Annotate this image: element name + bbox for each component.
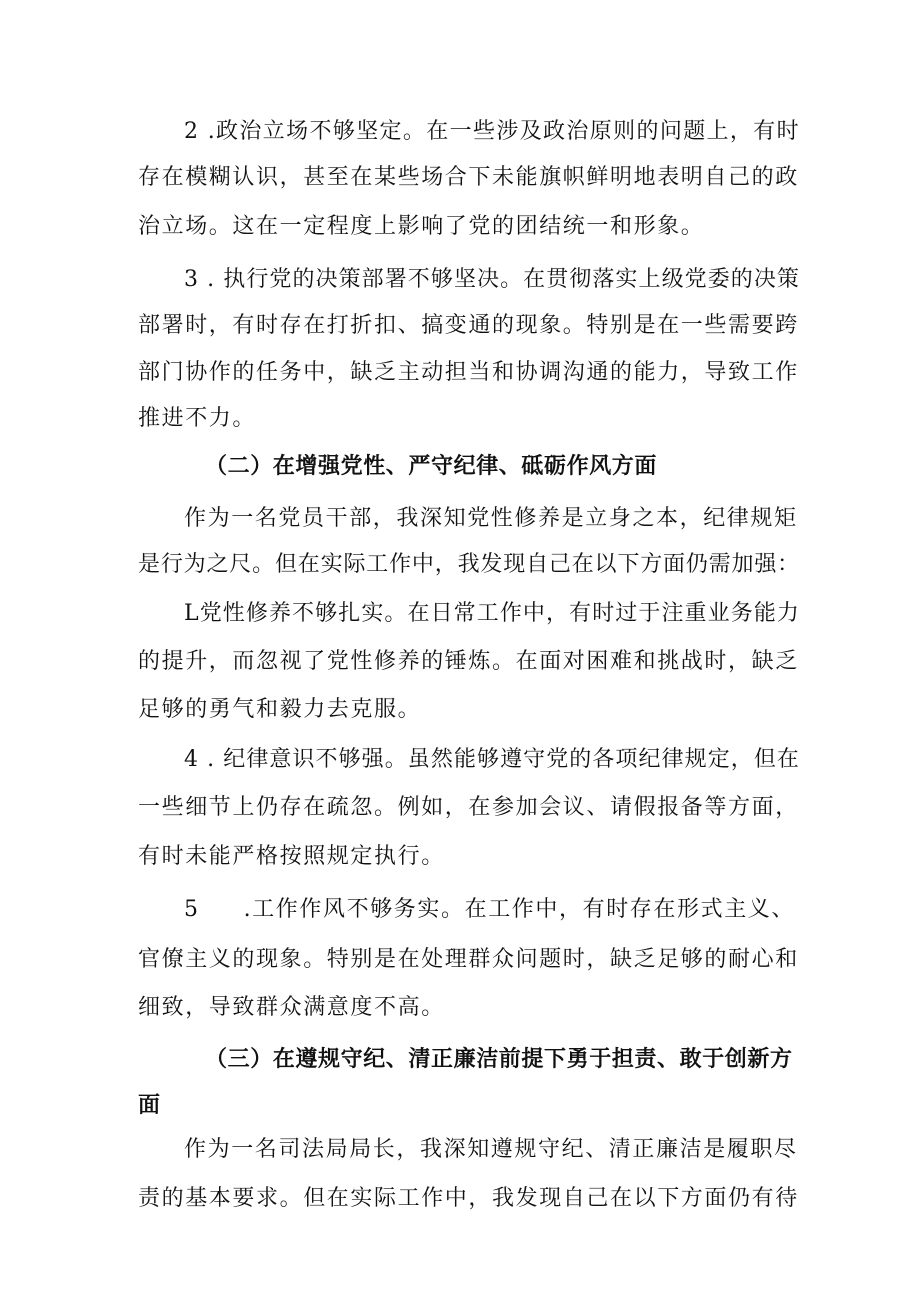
- paragraph-line-3: 治立场。这在一定程度上影响了党的团结统一和形象。: [138, 214, 705, 239]
- section-heading-3: （三）在遵规守纪、清正廉洁前提下勇于担责、敢于创新方: [205, 1047, 793, 1072]
- paragraph-line-13: 4 . 纪律意识不够强。虽然能够遵守党的各项纪律规定，但在: [184, 747, 800, 772]
- paragraph-line-4: 3 . 执行党的决策部署不够坚决。在贯彻落实上级党委的决策: [184, 267, 800, 292]
- section-heading-2: （二）在增强党性、严守纪律、砥砺作风方面: [205, 454, 658, 479]
- paragraph-line-19: 作为一名司法局局长，我深知遵规守纪、清正廉洁是履职尽: [184, 1137, 798, 1162]
- paragraph-line-15: 有时未能严格按照规定执行。: [138, 844, 445, 869]
- paragraph-line-12: 足够的勇气和毅力去克服。: [138, 697, 422, 722]
- paragraph-line-7: 推进不力。: [138, 406, 257, 431]
- paragraph-line-20: 责的基本要求。但在实际工作中，我发现自己在以下方面仍有待: [138, 1186, 799, 1211]
- paragraph-line-8: 作为一名党员干部，我深知党性修养是立身之本，纪律规矩: [184, 506, 798, 531]
- paragraph-line-18: 细致，导致群众满意度不高。: [138, 995, 445, 1020]
- paragraph-line-16: [184, 895, 795, 925]
- list-item-text: .工作作风不够务实。在工作中，有时存在形式主义、: [243, 897, 796, 922]
- paragraph-line-2: 存在模糊认识，甚至在某些场合下未能旗帜鲜明地表明自己的政: [138, 165, 799, 190]
- section-heading-3-cont: 面: [138, 1093, 161, 1118]
- paragraph-line-5: 部署时，有时存在打折扣、搞变通的现象。特别是在一些需要跨: [138, 313, 799, 338]
- paragraph-line-17: 官僚主义的现象。特别是在处理群众问题时，缺乏足够的耐心和: [138, 947, 799, 972]
- paragraph-line-14: 一些细节上仍存在疏忽。例如，在参加会议、请假报备等方面，: [138, 795, 799, 820]
- paragraph-line-6: 部门协作的任务中，缺乏主动担当和协调沟通的能力，导致工作: [138, 360, 799, 385]
- paragraph-line-1: 2 .政治立场不够坚定。在一些涉及政治原则的问题上，有时: [184, 119, 800, 144]
- paragraph-line-11: 的提升，而忽视了党性修养的锤炼。在面对困难和挑战时，缺乏: [138, 649, 799, 674]
- paragraph-line-10: L党性修养不够扎实。在日常工作中，有时过于注重业务能力: [184, 601, 800, 626]
- list-number: 5: [184, 897, 200, 922]
- paragraph-line-9: 是行为之尺。但在实际工作中，我发现自己在以下方面仍需加强：: [138, 552, 800, 577]
